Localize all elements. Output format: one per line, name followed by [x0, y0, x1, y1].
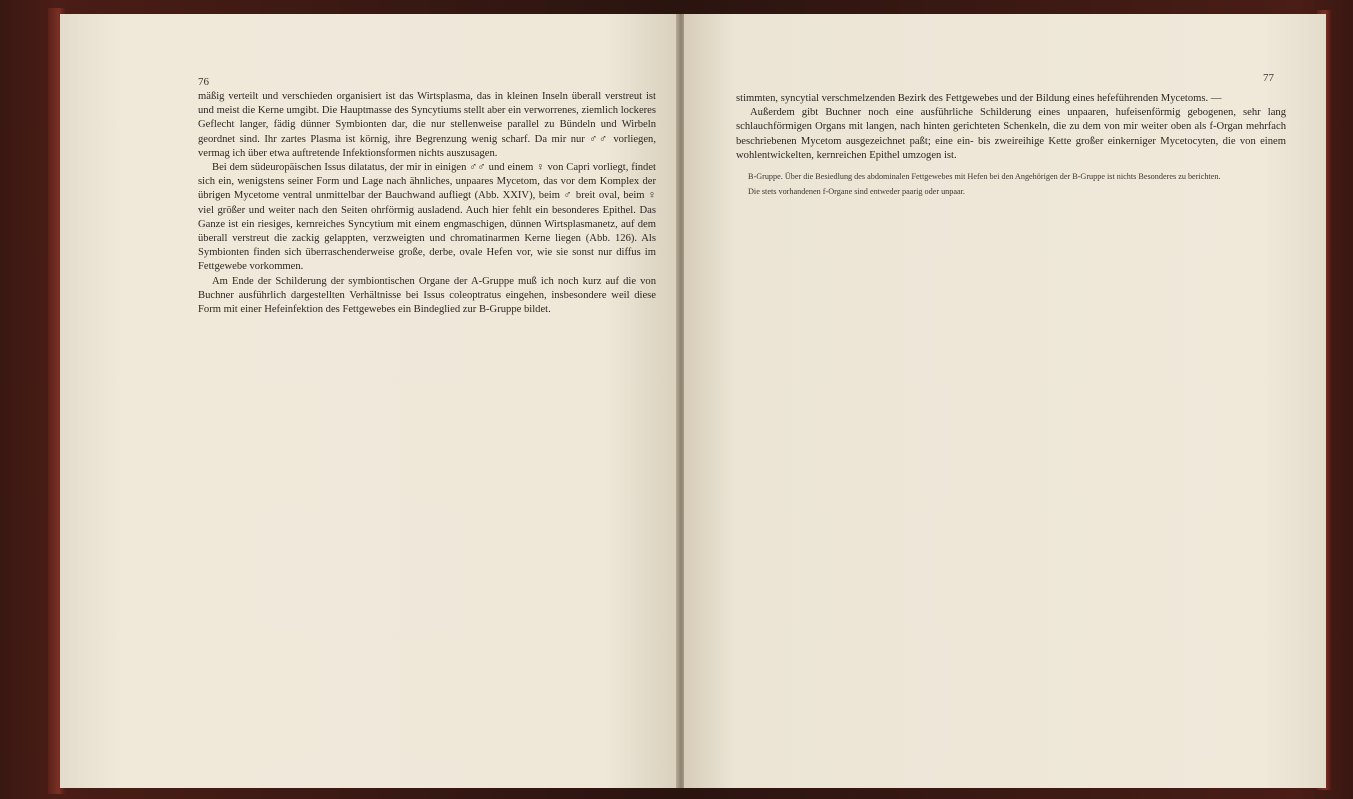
- left-page-body: [198, 90, 656, 317]
- small-print-section: [736, 171, 1286, 197]
- page-number: 77: [1263, 72, 1274, 84]
- paragraph: Am Ende der Schilderung der symbiontischen Organe der A-Gruppe muß ich noch kurz auf die von Buchner ausführlich dargestellten Verhältnisse bei Issus coleoptratus eingehen, insbesondere weil diese Form mit einer Hefeinfektion des Fettgewebes ein Bindeglied zur B-Gruppe bildet.: [198, 275, 656, 316]
- page-number: 76: [198, 76, 209, 88]
- small-paragraph: Die stets vorhandenen f-Organe sind entweder paarig oder unpaar.: [748, 187, 965, 197]
- right-page-body: [736, 92, 1286, 163]
- small-paragraph: B-Gruppe. Über die Besiedlung des abdominalen Fettgewebes mit Hefen bei den Angehörigen der B-Gruppe ist nichts Besonderes zu berichten.: [748, 172, 1221, 182]
- right-page: [684, 14, 1326, 788]
- left-page: [60, 14, 678, 788]
- paragraph: Außerdem gibt Buchner noch eine ausführliche Schilderung eines unpaaren, hufeisenförmig gebogenen, sehr lang schlauchförmigen Organs mit langen, nach hinten gerichteten Schenkeln, die zu dem von mir weiter oben als f-Organ mehrfach beschriebenen Mycetom ausgezeichnet paßt; eine ein- bis zweireihige Kette großer einkerniger Mycetocyten, die von einem wohlentwickelten, kernreichen Epithel umzogen ist.: [736, 107, 1286, 161]
- paragraph: Bei dem südeuropäischen Issus dilatatus, der mir in einigen ♂♂ und einem ♀ von Capri vorliegt, findet sich ein, wenigstens seiner Form und Lage nach ähnliches, unpaares Mycetom, das vor dem Komplex der übrigen Mycetome ventral unmittelbar der Bauchwand aufliegt (Abb. XXIV), beim ♂ breit oval, beim ♀ viel größer und weiter nach den Seiten ohrförmig ausladend. Auch hier fehlt ein besonderes Epithel. Das Ganze ist ein riesiges, kernreiches Syncytium mit einem engmaschigen, dünnen Wirtsplasmanetz, auf dem überall verstreut die zackig gelappten, verzweigten und chromatinarmen Kerne liegen (Abb. 126). Als Symbionten finden sich überraschenderweise große, derbe, ovale Hefen vor, wie sie sonst nur diffus im Fettgewebe vorkommen.: [198, 162, 656, 273]
- paragraph: mäßig verteilt und verschieden organisiert ist das Wirtsplasma, das in kleinen Inseln überall verstreut ist und meist die Kerne umgibt. Die Hauptmasse des Syncytiums stellt aber ein verworrenes, ziemlich lockeres Geflecht langer, fädig dünner Symbionten dar, die nur stellenweise parallel zu Bündeln und Wirbeln geordnet sind. Ihr zartes Plasma ist körnig, ihre Begrenzung wenig scharf. Da mir nur ♂♂ vorliegen, vermag ich über etwa auftretende Infektionsformen nichts auszusagen.: [198, 91, 656, 159]
- paragraph: stimmten, syncytial verschmelzenden Bezirk des Fettgewebes und der Bildung eines hefeführenden Mycetoms. —: [736, 93, 1222, 104]
